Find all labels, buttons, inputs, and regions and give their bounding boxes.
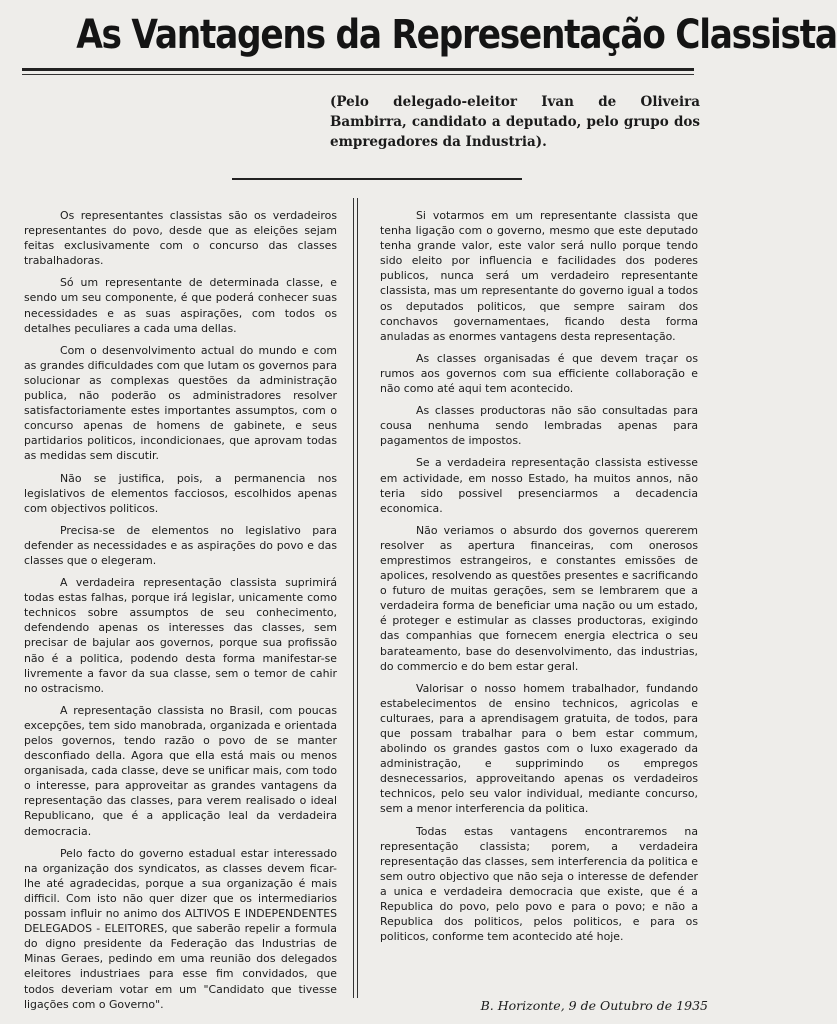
paragraph: As classes organisadas é que devem traçar os rumos aos governos com sua efficiente collaboração e não como até aqui tem acontecido. [380,351,698,396]
paragraph: A verdadeira representação classista suprimirá todas estas falhas, porque irá legislar, unicamente como technicos sobre assumptos de seu conhecimento, defendendo apenas os interesses das classes, sem precisar de bajular aos governos, porque sua profissão não é a politica, podendo desta forma manifestar-se livremente a favor da sua classe, sem o temor de cahir no ostracismo. [24,576,337,695]
article-title: As Vantagens da Representação Classista [76,12,837,58]
paragraph: Valorisar o nosso homem trabalhador, fundando estabelecimentos de ensino technicos, agricolas e culturaes, para a aprendisagem gratuita, de todos, para que possam trabalhar para o bem estar commum, abolindo os grandes gastos com o luxo exagerado da administração, e supprimindo os empregos desnecessarios, approveitando apenas os verdadeiros technicos, pelo seu valor individual, mediante concurso, sem a menor interferencia da politica. [380,681,698,816]
byline-separator [232,178,522,180]
title-rule-thin [22,74,694,75]
column-divider-line [353,198,354,998]
paragraph: Com o desenvolvimento actual do mundo e com as grandes dificuldades com que lutam os governos para solucionar as complexas questões da administração publica, não poderão os administradores resolver satisfactoriamente estes importantes assumptos, com o concurso apenas de homens de gabinete, e seus partidarios politicos, incondicionaes, que aprovam todas as medidas sem discutir. [24,343,337,463]
author-byline: (Pelo delegado-eleitor Ivan de Oliveira Bambirra, candidato a deputado, pelo grupo dos empregadores da Industria). [330,94,700,150]
paragraph: Não veriamos o absurdo dos governos quererem resolver as apertura financeiras, com onerosos emprestimos estrangeiros, e constantes emissões de apolices, resolvendo as questões presentes e sacrificando o futuro de muitas gerações, sem se lembrarem que a verdadeira forma de beneficiar uma nação ou um estado, é proteger e estimular as classes productoras, exigindo das companhias que fornecem energia electrica o seu barateamento, base do desenvolvimento, das industrias, do commercio e do bem estar geral. [380,523,698,673]
paragraph: Todas estas vantagens encontraremos na representação classista; porem, a verdadeira representação das classes, sem interferencia da politica e sem outro objectivo que não seja o interesse de defender a unica e verdadeira democracia que existe, que é a Republica do povo, pelo povo e para o povo; e não a Republica dos politicos, pelos politicos, e para os politicos, conforme tem acontecido até hoje. [380,824,698,944]
paragraph: Se a verdadeira representação classista estivesse em actividade, em nosso Estado, ha muitos annos, não teria sido possivel presenciarmos a decadencia economica. [380,456,698,515]
paragraph: Só um representante de determinada classe, e sendo um seu componente, é que poderá conhecer suas necessidades e as suas aspirações, com todos os detalhes peculiares a cada uma dellas. [24,276,337,335]
right-column [380,208,698,988]
title-rule-thick [22,68,694,71]
paragraph: Não se justifica, pois, a permanencia nos legislativos de elementos facciosos, escolhidos apenas com objectivos politicos. [24,471,337,515]
paragraph: Os representantes classistas são os verdadeiros representantes do povo, desde que as eleições sejam feitas exclusivamente com o concurso das classes trabalhadoras. [24,209,337,268]
paragraph: As classes productoras não são consultadas para cousa nenhuma sendo lembradas apenas para pagamentos de impostos. [380,404,698,448]
paragraph: A representação classista no Brasil, com poucas excepções, tem sido manobrada, organizada e orientada pelos governos, tendo razão o povo de se manter desconfiado della. Agora que ella está mais ou menos organisada, cada classe, deve se unificar mais, com todo o interesse, para approveitar as grandes vantagens da representação das classes, para verem realisado o ideal Republicano, que é a applicação leal da verdadeira democracia. [24,703,337,838]
date-place-signature: B. Horizonte, 9 de Outubro de 1935 [480,998,708,1013]
left-column [24,208,337,1011]
paragraph: Si votarmos em um representante classista que tenha ligação com o governo, mesmo que este deputado tenha grande valor, este valor será nullo porque tendo sido eleito por influencia e facilidades dos poderes publicos, nunca será um verdadeiro representante classista, mas um representante do governo igual a todos os deputados politicos, que sempre sairam dos conchavos governamentaes, ficando desta forma anuladas as enormes vantagens desta representação. [380,209,698,343]
paragraph: Precisa-se de elementos no legislativo para defender as necessidades e as aspirações do povo e das classes que o elegeram. [24,523,337,567]
column-divider-line [357,198,358,998]
paragraph: Pelo facto do governo estadual estar interessado na organização dos syndicatos, as classes devem ficar-lhe até agradecidas, porque a sua organização é mais difficil. Com isto não quer dizer que os intermediarios possam influir no animo dos ALTIVOS E INDEPENDENTES DELEGADOS - ELEITORES, que saberão repelir a formula do digno presidente da Federação das Industrias de Minas Geraes, pedindo em uma reunião dos delegados eleitores industriaes para esse fim convidados, que todos deveriam votar em um "Candidato que tivesse ligações com o Governo". [24,846,337,1011]
